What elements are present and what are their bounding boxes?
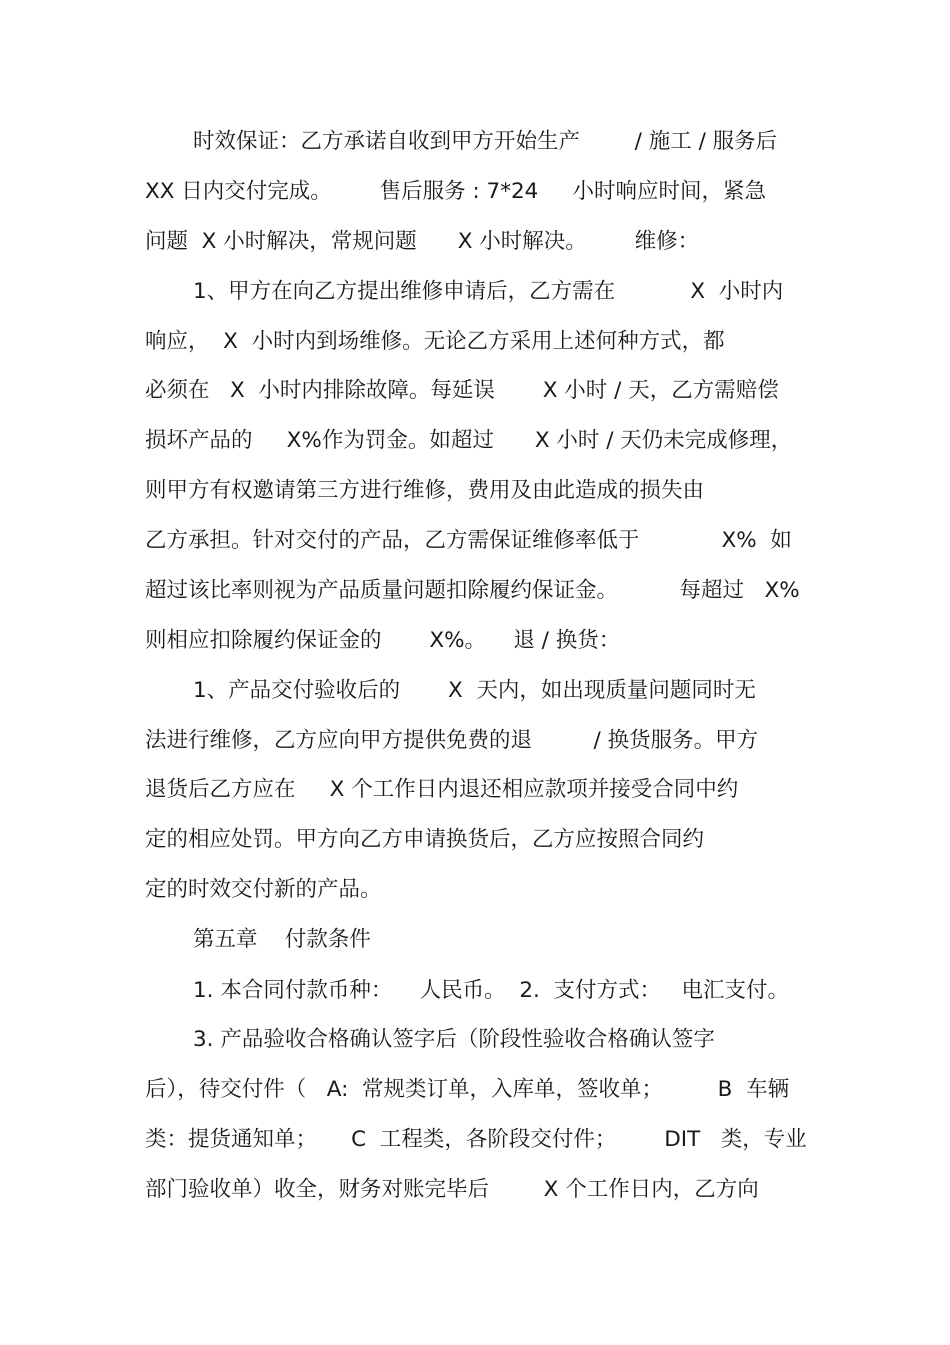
text-line-22: 部门验收单）收全，财务对账完毕后 X 个工作日内，乙方向 [145, 1177, 759, 1202]
text-line-10: 超过该比率则视为产品质量问题扣除履约保证金。 每超过 X% [145, 578, 800, 603]
text-line-13: 法进行维修，乙方应向甲方提供免费的退 / 换货服务。甲方 [145, 728, 759, 753]
text-line-16: 定的时效交付新的产品。 [145, 877, 382, 902]
text-line-20: 后），待交付件（ A: 常规类订单，入库单，签收单； B 车辆 [145, 1077, 790, 1102]
text-line-11: 则相应扣除履约保证金的 X%。 退 / 换货： [145, 628, 621, 653]
text-line-9: 乙方承担。针对交付的产品，乙方需保证维修率低于 X% 如 [145, 528, 792, 553]
text-line-6: 必须在 X 小时内排除故障。每延误 X 小时 / 天，乙方需赔偿 [145, 378, 779, 403]
text-line-8: 则甲方有权邀请第三方进行维修，费用及由此造成的损失由 [145, 478, 705, 503]
text-line-18: 1. 本合同付款币种： 人民币。 2. 支付方式： 电汇支付。 [193, 978, 790, 1003]
text-line-21: 类：提货通知单； C 工程类，各阶段交付件； DIT 类，专业 [145, 1127, 807, 1152]
text-line-4: 1、甲方在向乙方提出维修申请后，乙方需在 X 小时内 [193, 279, 784, 304]
text-line-5: 响应， X 小时内到场维修。无论乙方采用上述何种方式，都 [145, 329, 725, 354]
text-line-1: 时效保证：乙方承诺自收到甲方开始生产 / 施工 / 服务后 [193, 129, 778, 154]
text-line-15: 定的相应处罚。甲方向乙方申请换货后，乙方应按照合同约 [145, 827, 705, 852]
text-line-19: 3. 产品验收合格确认签字后（阶段性验收合格确认签字 [193, 1027, 715, 1052]
text-line-3: 问题 X 小时解决，常规问题 X 小时解决。 维修： [145, 229, 700, 254]
text-line-12: 1、产品交付验收后的 X 天内，如出现质量问题同时无 [193, 678, 756, 703]
text-line-2: XX 日内交付完成。 售后服务 : 7*24 小时响应时间，紧急 [145, 179, 767, 204]
text-line-7: 损坏产品的 X%作为罚金。如超过 X 小时 / 天仍未完成修理， [145, 428, 793, 453]
chapter-heading: 第五章 付款条件 [193, 927, 371, 952]
text-line-14: 退货后乙方应在 X 个工作日内退还相应款项并接受合同中约 [145, 777, 739, 802]
